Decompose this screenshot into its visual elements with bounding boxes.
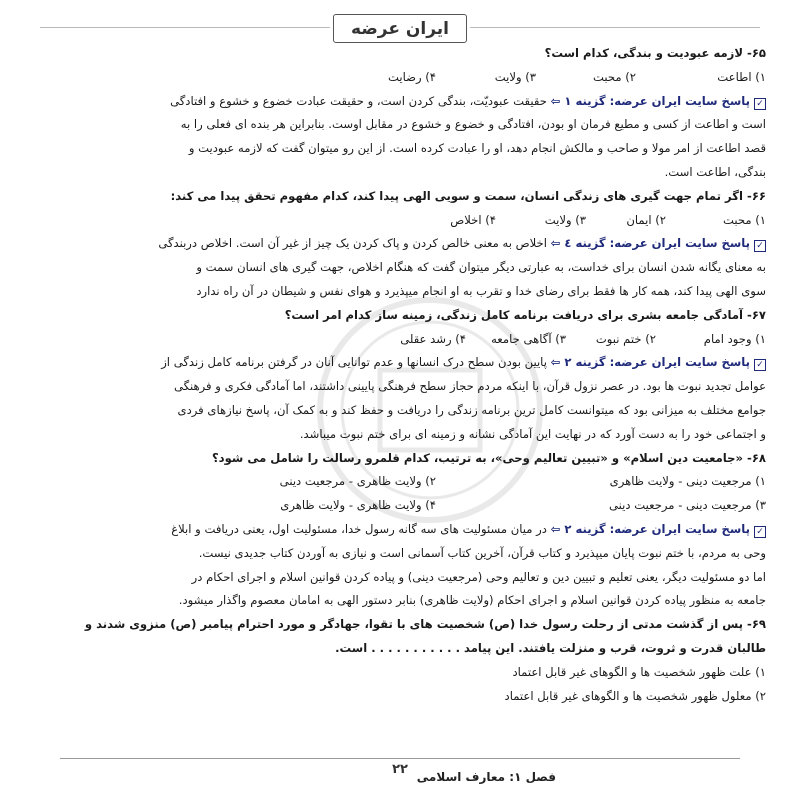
answer-line: قصد اطاعت از امر مولا و صاحب و مالکش انجام دهد، او را عبادت کرده است. از این رو میتوان گفت که لازمه عبودیت و [188, 141, 766, 156]
option-3: ۳) ولایت [544, 212, 586, 227]
option-3: ۳) آگاهی جامعه [491, 331, 566, 346]
option-1: ۱) علت ظهور شخصیت ها و الگوهای غیر قابل اعتماد [512, 664, 766, 679]
answer-line: جوامع مختلف به میزانی بود که میتوانست کامل ترین برنامه زندگی را دریافت و حفظ کند و به کمک آن، پاسخ نیازهای فردی [177, 402, 766, 417]
question-67-options [34, 328, 766, 352]
option-2: ۲) ولایت ظاهری - مرجعیت دینی [279, 474, 436, 489]
option-4: ۴) ولایت ظاهری - ولایت ظاهری [280, 498, 436, 513]
answer-line: پایین بودن سطح درک انسانها و عدم توانایی آنان در گرفتن برنامه کامل زندگی از [161, 355, 547, 370]
question-67: ۶۷- آمادگی جامعه بشری برای دریافت برنامه کامل زندگی، زمینه ساز کدام امر است؟ [284, 307, 766, 322]
brand-logo [333, 14, 467, 43]
option-2: ۲) محبت [592, 69, 636, 84]
answer-lead: پاسخ سایت ایران عرضه: گزینه ٤ ⇦ [550, 236, 750, 251]
chapter-title: فصل ۱: معارف اسلامی [416, 770, 556, 784]
option-4: ۴) اخلاص [450, 212, 496, 227]
questions-content [34, 42, 766, 708]
page-number: ۲۲ [392, 762, 408, 777]
option-2: ۲) ختم نبوت [595, 331, 656, 346]
header-divider-left [40, 27, 330, 28]
answer-line: جامعه به منظور پیاده کردن قوانین اسلام و اجرای احکام (ولایت ظاهری) بنابر دستور الهی به امامان معصوم واگذار میشود. [178, 593, 766, 608]
option-4: ۴) رضایت [387, 69, 436, 84]
option-1: ۱) مرجعیت دینی - ولایت ظاهری [609, 474, 766, 489]
answer-line: در میان مسئولیت های سه گانه رسول خدا، مسئولیت اول، یعنی دریافت و ابلاغ [171, 521, 547, 536]
question-68-options [34, 470, 766, 518]
answer-lead: پاسخ سایت ایران عرضه: گزینه ۱ ⇦ [550, 93, 750, 108]
answer-line: اما دو مسئولیت دیگر، یعنی تعلیم و تبیین دین و تعالیم وحی (مرجعیت دینی) و پیاده کردن قوانین اسلام و اجرای احکام در [191, 569, 766, 584]
question-66: ۶۶- اگر تمام جهت گیری های زندگی انسان، سمت و سویی الهی پیدا کند، کدام مفهوم تحقق پیدا می کند: [170, 188, 766, 203]
option-1: ۱) وجود امام [703, 331, 766, 346]
answer-line: عوامل تجدید نبوت ها بود. در عصر نزول قرآن، با اینکه مردم حجاز سطح فرهنگی پایینی داشتند، اما آمادگی فکری و فرهنگی [173, 379, 766, 394]
option-4: ۴) رشد عقلی [400, 331, 466, 346]
brand-logo-text: ایران عرضه [351, 18, 449, 39]
option-2: ۲) معلول ظهور شخصیت ها و الگوهای غیر قابل اعتماد [504, 688, 766, 703]
answer-lead: پاسخ سایت ایران عرضه: گزینه ۲ ⇦ [550, 355, 750, 370]
answer-line: اخلاص به معنی خالص کردن و پاک کردن یک چیز از غیر آن است. اخلاص دربندگی [158, 236, 547, 251]
answer-line: حقیقت عبودیّت، بندگی کردن است، و حقیقت عبادت خضوع و خشوع و افتادگی [170, 93, 547, 108]
page-footer [0, 752, 800, 800]
answer-65 [34, 90, 766, 185]
answer-67 [34, 351, 766, 446]
checkbox-icon: ✓ [754, 526, 766, 538]
answer-line: به معنای یگانه شدن انسان برای خداست، به عبارتی دیگر میتوان گفت که هنگام اخلاص، جهت گیری های انسان سمت و [196, 260, 766, 275]
question-65-options [34, 66, 766, 90]
answer-lead: پاسخ سایت ایران عرضه: گزینه ۲ ⇦ [550, 521, 750, 536]
answer-line: بندگی، اطاعت است. [664, 164, 766, 179]
checkbox-icon: ✓ [754, 98, 766, 110]
page-header [0, 6, 800, 46]
question-69-line: طالبان قدرت و ثروت، قرب و منزلت یافتند. این پیامد . . . . . . . . . . . است. [335, 640, 766, 655]
option-3: ۳) مرجعیت دینی - مرجعیت دینی [609, 498, 766, 513]
footer-divider [60, 758, 740, 759]
question-65: ۶۵- لازمه عبودیت و بندگی، کدام است؟ [544, 46, 766, 60]
question-66-options [34, 209, 766, 233]
checkbox-icon: ✓ [754, 359, 766, 371]
answer-line: وحی به مردم، با ختم نبوت پایان میپذیرد و کتاب قرآن، آخرین کتاب آسمانی است و نیازی به آوردن کتاب جدیدی نیست. [198, 545, 766, 560]
answer-line: است و اطاعت از کسی و مطیع فرمان او بودن، افتادگی و خضوع و خشوع در مقابل اوست. بنابراین هر بنده ای فعلی را به [180, 117, 766, 132]
answer-66 [34, 232, 766, 303]
answer-line: و اجتماعی خود را به دست آورد که در نهایت این آمادگی نشانه و زمینه ای برای ختم نبوت میباشد. [299, 426, 766, 441]
question-69-options [34, 661, 766, 709]
option-2: ۲) ایمان [626, 212, 666, 227]
answer-line: سوی الهی پیدا کند، همه کار ها فقط برای رضای خدا و تقرب به او انجام میپذیرد و هوای نفس و شیطان در آن راه ندارد [196, 283, 766, 298]
option-3: ۳) ولایت [494, 69, 536, 84]
answer-68 [34, 518, 766, 613]
question-69-line: ۶۹- پس از گذشت مدتی از رحلت رسول خدا (ص) شخصیت های با تقوا، جهادگر و مورد احترام پیامبر (ص) منزوی شدند و [84, 617, 766, 632]
option-1: ۱) محبت [722, 212, 766, 227]
option-1: ۱) اطاعت [717, 69, 766, 84]
question-69 [34, 613, 766, 661]
header-divider-right [470, 27, 760, 28]
question-68: ۶۸- «جامعیت دین اسلام» و «تبیین تعالیم وحی»، به ترتیب، کدام قلمرو رسالت را شامل می شود؟ [211, 450, 766, 465]
checkbox-icon: ✓ [754, 240, 766, 252]
